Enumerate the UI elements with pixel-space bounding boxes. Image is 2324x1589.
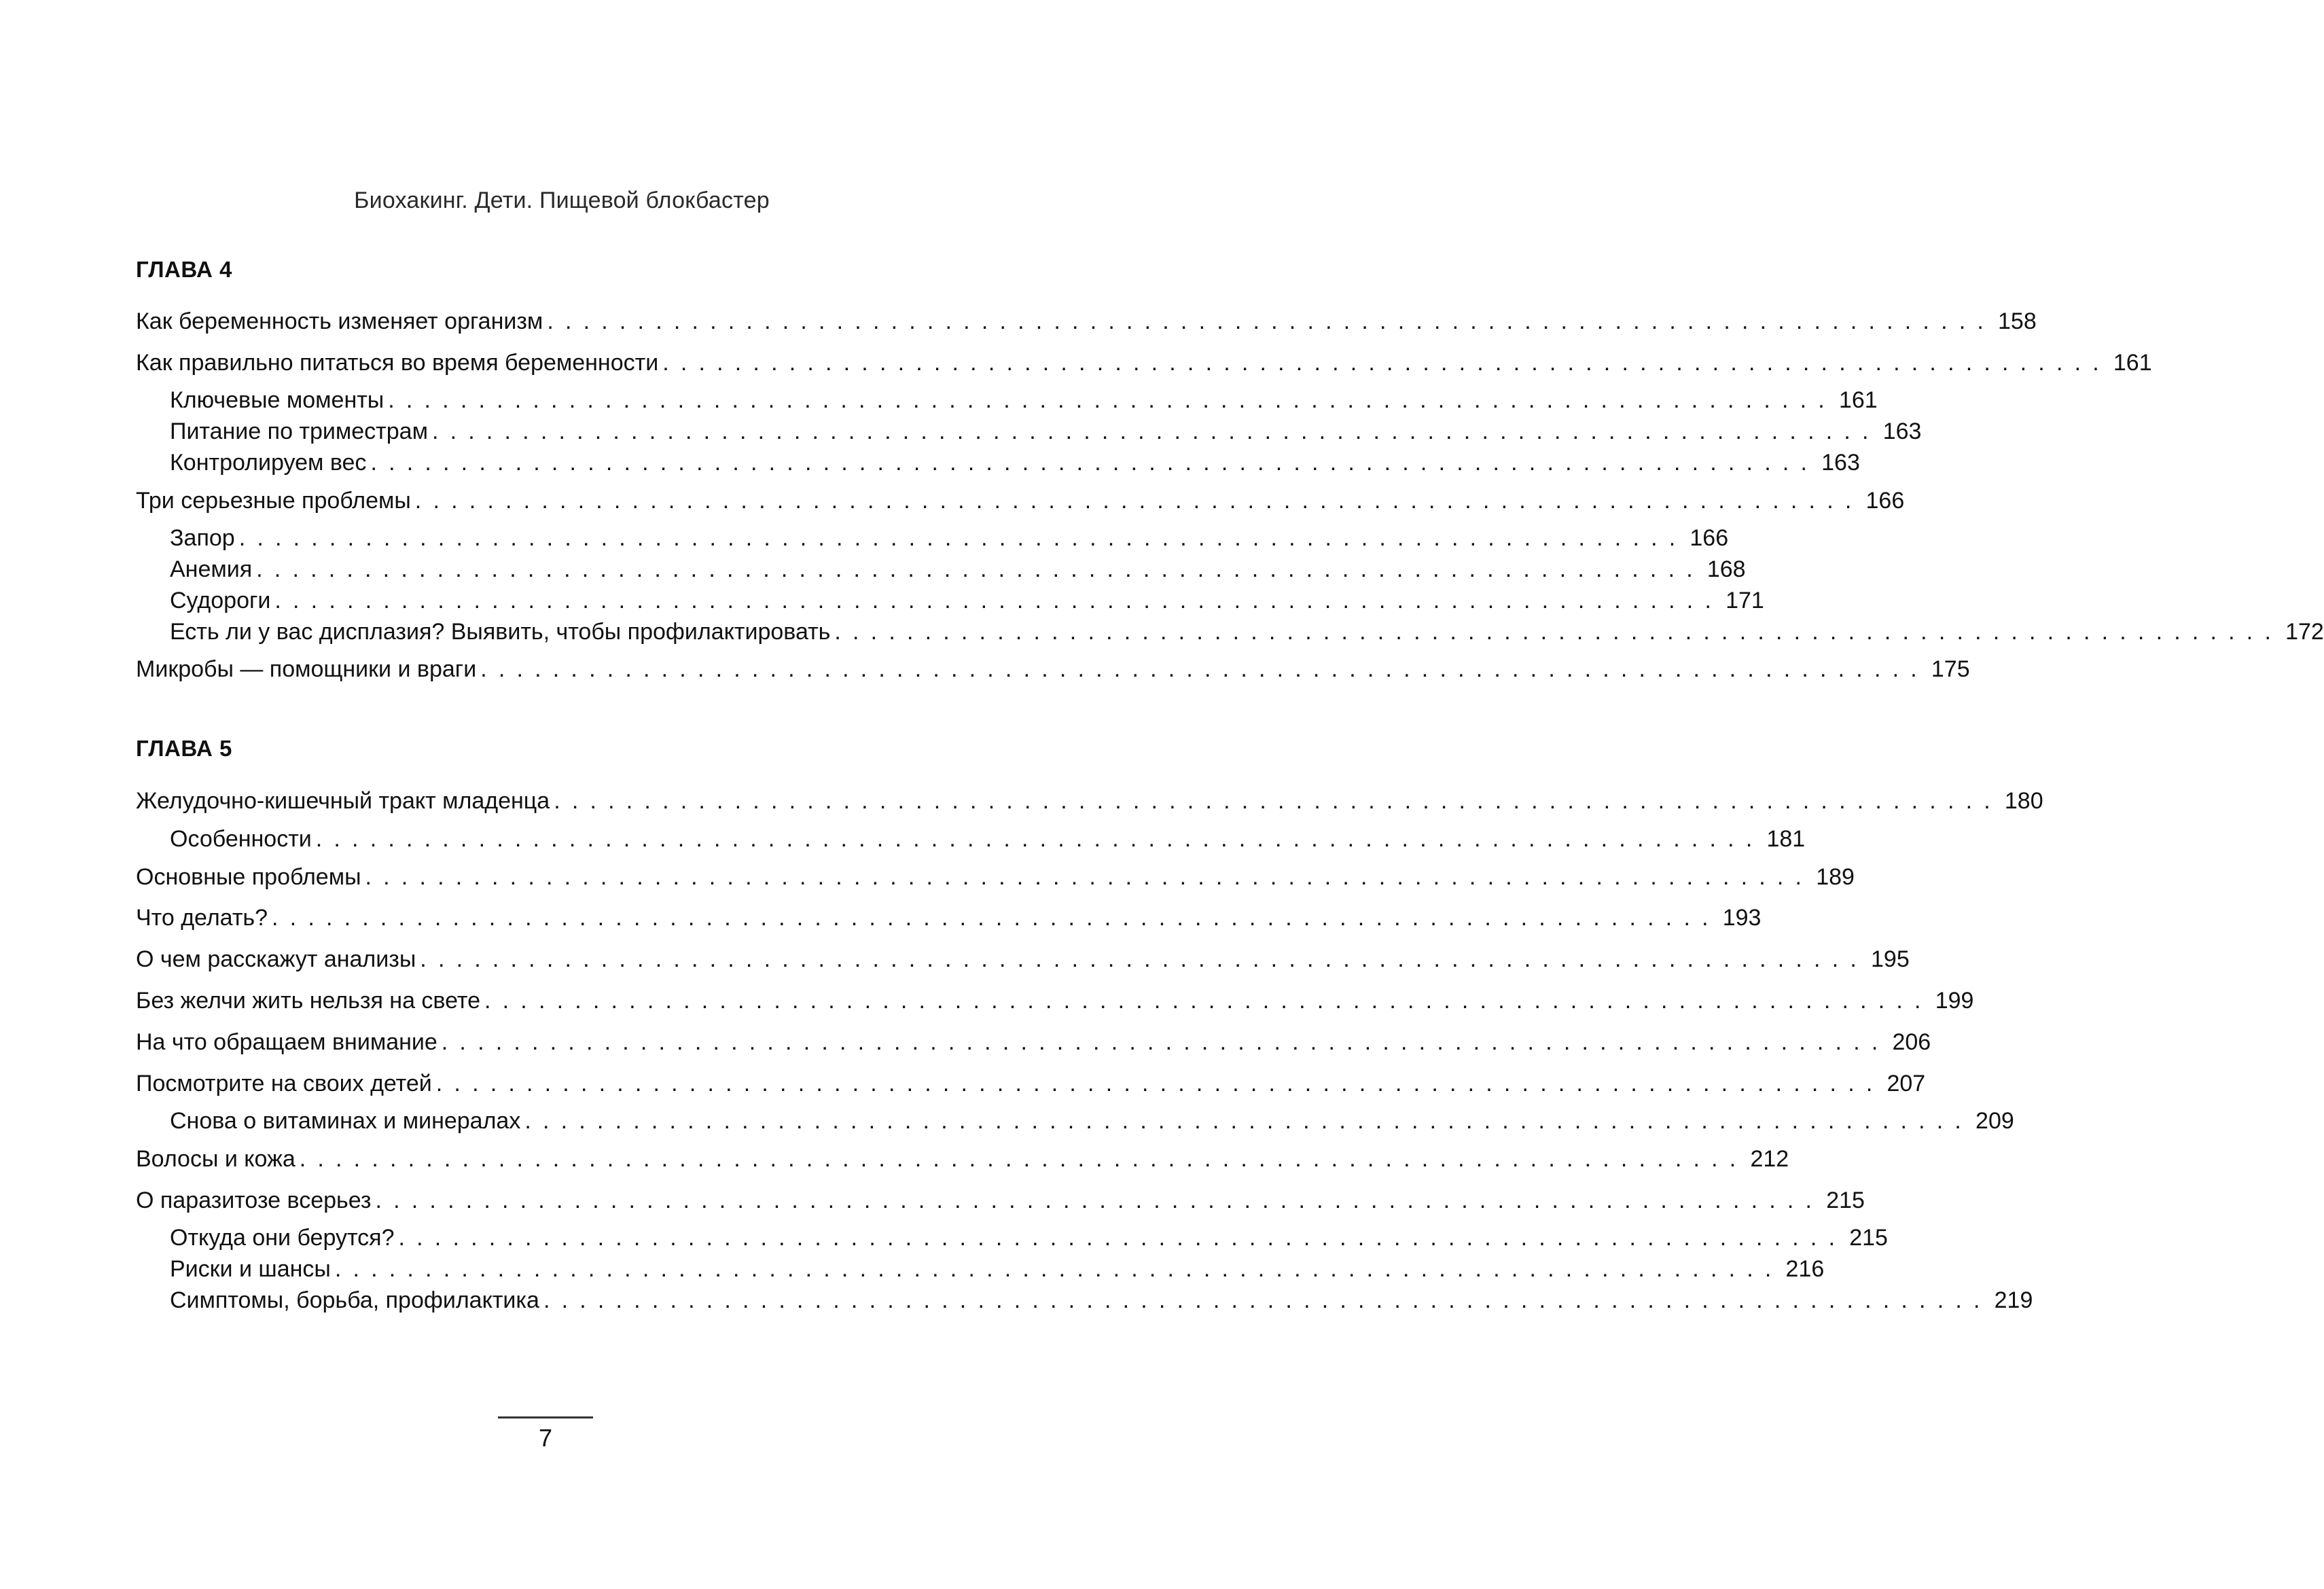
toc-entry-page: 161: [2113, 350, 2152, 376]
dot-leader: ................................................................................: [365, 864, 1814, 890]
toc-subentry[interactable]: [170, 448, 1860, 477]
toc-entry-page: 158: [1998, 308, 2037, 334]
toc-entry[interactable]: [136, 349, 2152, 377]
toc-entry-label: Как беременность изменяет организм: [136, 308, 543, 334]
toc-entry-label: Ключевые моменты: [170, 387, 385, 413]
toc-entry-label: О паразитозе всерьез: [136, 1188, 372, 1213]
dot-leader: ................................................................................: [554, 788, 2002, 814]
toc-subentry[interactable]: [170, 417, 1922, 446]
dot-leader: ................................................................................: [834, 619, 2283, 645]
dot-leader: ................................................................................: [398, 1225, 1847, 1251]
dot-leader: ................................................................................: [484, 988, 1933, 1014]
toc-entry-page: 209: [1976, 1108, 2014, 1134]
toc-entry-page: 216: [1785, 1256, 1825, 1282]
chapter-title: ГЛАВА 4: [136, 257, 232, 282]
toc-entry-page: 175: [1931, 656, 1970, 682]
toc-entry[interactable]: [136, 1028, 1931, 1056]
toc-subentry[interactable]: [170, 555, 1746, 584]
toc-subentry[interactable]: [170, 1107, 2014, 1135]
toc-entry-page: 215: [1826, 1188, 1865, 1213]
toc-subentry[interactable]: [170, 1224, 1888, 1252]
toc-entry[interactable]: [136, 655, 1970, 683]
toc-entry-page: 212: [1750, 1146, 1789, 1172]
chapter-title: ГЛАВА 5: [136, 736, 232, 761]
dot-leader: ................................................................................: [272, 905, 1720, 931]
toc-entry-label: На что обращаем внимание: [136, 1029, 437, 1055]
dot-leader: ................................................................................: [441, 1029, 1890, 1055]
toc-entry-label: Волосы и кожа: [136, 1146, 296, 1172]
dot-leader: ................................................................................: [480, 656, 1929, 682]
toc-entry-page: 163: [1882, 418, 1922, 444]
dot-leader: ................................................................................: [334, 1256, 1783, 1282]
toc-entry-label: Микробы — помощники и враги: [136, 656, 477, 682]
toc-entry-page: 195: [1871, 946, 1910, 972]
dot-leader: ................................................................................: [299, 1146, 1748, 1172]
dot-leader: ................................................................................: [435, 1071, 1884, 1096]
dot-leader: ................................................................................: [547, 308, 1996, 334]
dot-leader: ................................................................................: [370, 450, 1819, 476]
dot-leader: ................................................................................: [238, 525, 1687, 551]
page-number: 7: [538, 1424, 553, 1452]
toc-entry-page: 168: [1706, 556, 1746, 582]
toc-entry-page: 161: [1838, 387, 1878, 413]
toc-entry-page: 215: [1849, 1225, 1888, 1251]
toc-entry-label: Три серьезные проблемы: [136, 488, 411, 514]
toc-entry-label: Судороги: [170, 588, 271, 613]
toc-entry[interactable]: [136, 1186, 1865, 1215]
toc-entry-page: 166: [1865, 488, 1905, 514]
toc-entry[interactable]: [136, 986, 1974, 1015]
toc-entry-label: Риски и шансы: [170, 1256, 331, 1282]
dot-leader: ................................................................................: [543, 1287, 1992, 1313]
toc-entry-page: 199: [1935, 988, 1974, 1014]
dot-leader: ................................................................................: [315, 826, 1764, 852]
dot-leader: ................................................................................: [524, 1108, 1973, 1134]
toc-subentry[interactable]: [170, 524, 1729, 552]
toc-entry-label: Откуда они берутся?: [170, 1225, 395, 1251]
dot-leader: ................................................................................: [662, 350, 2111, 376]
toc-entry[interactable]: [136, 1145, 1789, 1173]
toc-entry-label: Контролируем вес: [170, 450, 367, 476]
toc-entry-page: 189: [1816, 864, 1855, 890]
toc-entry-page: 172: [2285, 619, 2324, 645]
dot-leader: ................................................................................: [256, 556, 1704, 582]
toc-entry-label: Есть ли у вас дисплазия? Выявить, чтобы профилактировать: [170, 619, 831, 645]
toc-entry-label: Основные проблемы: [136, 864, 361, 890]
toc-entry-label: Запор: [170, 525, 235, 551]
dot-leader: ................................................................................: [414, 488, 1863, 514]
dot-leader: ................................................................................: [274, 588, 1723, 613]
toc-entry-label: Симптомы, борьба, профилактика: [170, 1287, 539, 1313]
toc-entry-page: 163: [1821, 450, 1860, 476]
toc-entry-label: Как правильно питаться во время беременности: [136, 350, 659, 376]
toc-entry-page: 180: [2004, 788, 2043, 814]
toc-entry-label: Посмотрите на своих детей: [136, 1071, 432, 1096]
toc-entry-page: 181: [1766, 826, 1806, 852]
toc-entry-label: Анемия: [170, 556, 253, 582]
toc-entry-label: Особенности: [170, 826, 312, 852]
toc-entry-label: Что делать?: [136, 905, 268, 931]
toc-entry-page: 206: [1892, 1029, 1931, 1055]
footer-rule: [498, 1416, 593, 1418]
toc-subentry[interactable]: [170, 618, 2324, 646]
toc-entry[interactable]: [136, 307, 2037, 336]
toc-entry-page: 193: [1722, 905, 1762, 931]
dot-leader: ................................................................................: [431, 418, 1880, 444]
toc-entry-label: О чем расскажут анализы: [136, 946, 416, 972]
toc-entry[interactable]: [136, 945, 1910, 974]
toc-subentry[interactable]: [170, 586, 1764, 615]
toc-entry-label: Желудочно-кишечный тракт младенца: [136, 788, 550, 814]
toc-entry-page: 166: [1690, 525, 1729, 551]
toc-entry-label: Снова о витаминах и минералах: [170, 1108, 521, 1134]
toc-entry[interactable]: [136, 486, 1905, 515]
toc-subentry[interactable]: [170, 386, 1878, 414]
toc-entry-page: 207: [1887, 1071, 1926, 1096]
toc-subentry[interactable]: [170, 1286, 2033, 1315]
toc-entry-label: Без желчи жить нельзя на свете: [136, 988, 480, 1014]
toc-entry[interactable]: [136, 904, 1762, 932]
toc-entry-page: 171: [1726, 588, 1764, 613]
toc-subentry[interactable]: [170, 825, 1806, 853]
toc-entry-page: 219: [1994, 1287, 2033, 1313]
toc-entry[interactable]: [136, 863, 1855, 891]
dot-leader: ................................................................................: [420, 946, 1868, 972]
dot-leader: ................................................................................: [375, 1188, 1824, 1213]
toc-entry[interactable]: [136, 1069, 1926, 1098]
dot-leader: ................................................................................: [388, 387, 1836, 413]
running-header: Биохакинг. Дети. Пищевой блокбастер: [354, 188, 770, 213]
toc-entry[interactable]: [136, 787, 2043, 815]
toc-subentry[interactable]: [170, 1255, 1825, 1283]
toc-entry-label: Питание по триместрам: [170, 418, 428, 444]
